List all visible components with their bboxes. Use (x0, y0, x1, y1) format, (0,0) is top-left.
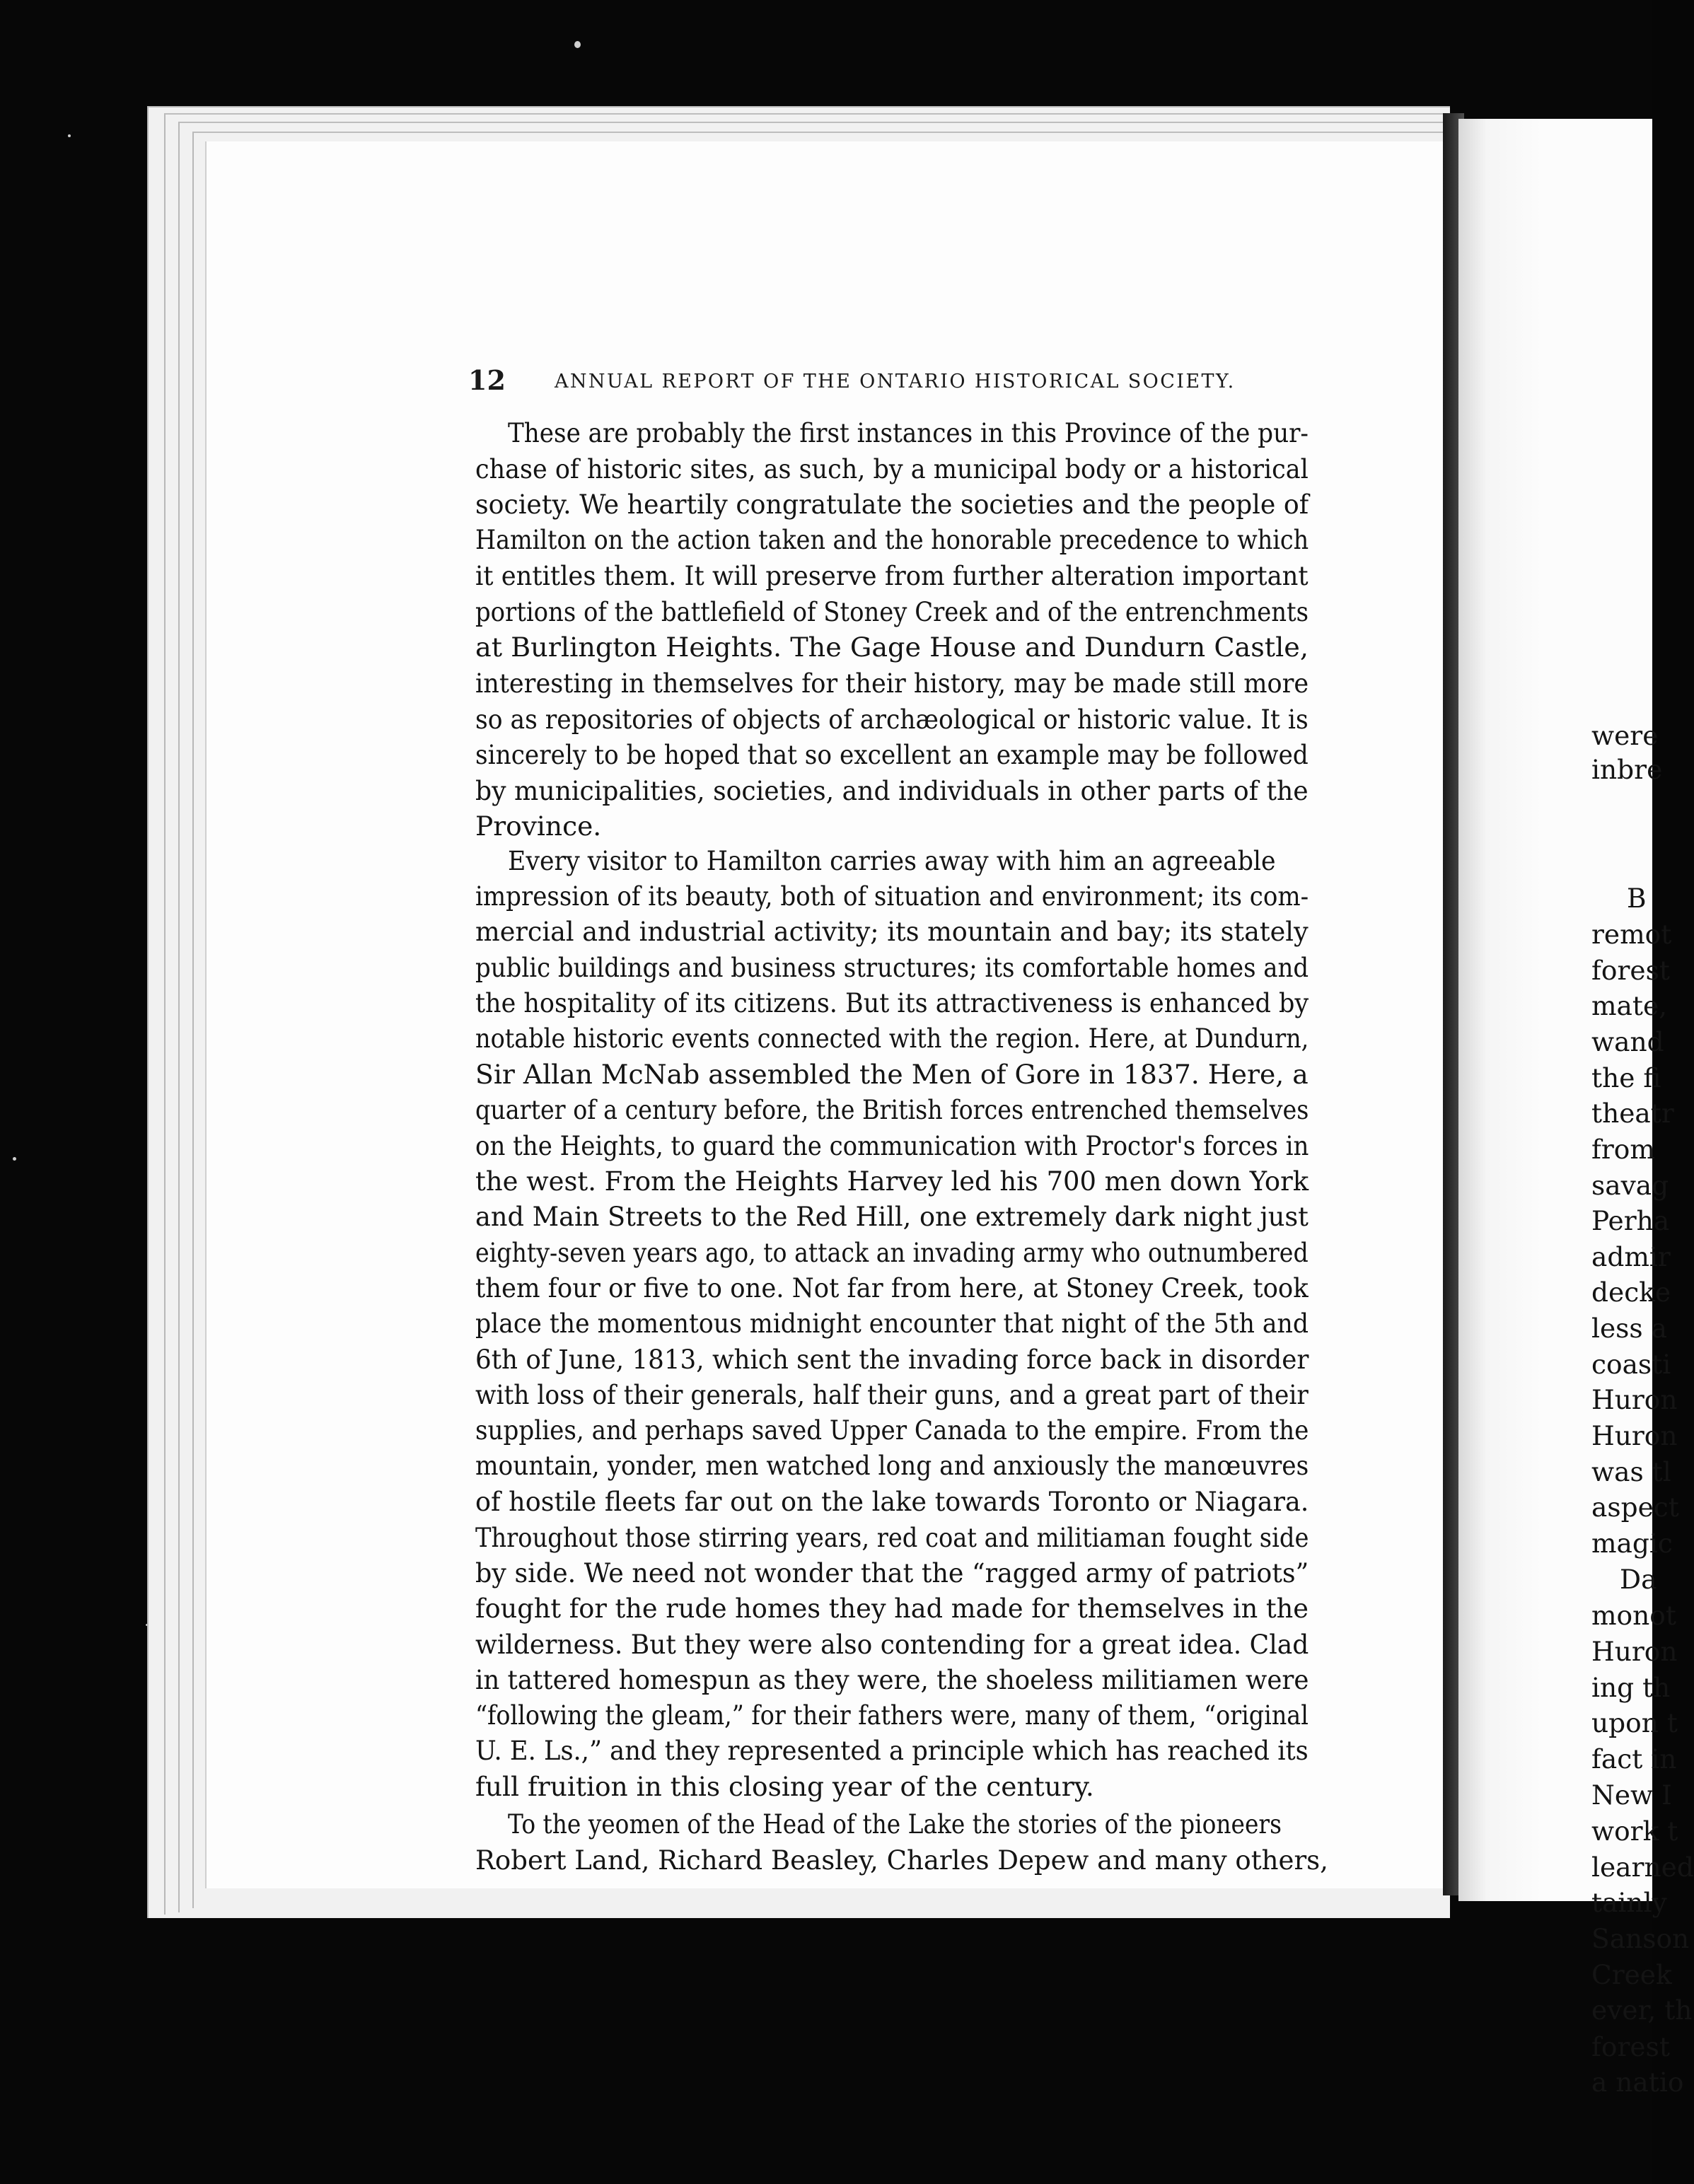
text-line: Sir Allan McNab assembled the Men of Gore in 1837. Here, a (475, 1059, 1309, 1090)
text-line: the hospitality of its citizens. But its attractiveness is enhanced by (475, 987, 1309, 1018)
right-page-line-fragment: admir (1591, 1241, 1671, 1272)
text-line: To the yeomen of the Head of the Lake the stories of the pioneers (508, 1808, 1282, 1840)
right-page-line-fragment: work t (1591, 1816, 1678, 1847)
text-line: Robert Land, Richard Beasley, Charles Depew and many others, (475, 1845, 1328, 1876)
right-page-line-fragment: Huron (1591, 1636, 1678, 1667)
right-page-line-fragment: tainly (1591, 1887, 1667, 1918)
text-line: them four or five to one. Not far from here, at Stoney Creek, took (475, 1272, 1309, 1303)
right-page-line-fragment: upon t (1591, 1707, 1678, 1738)
text-line: so as repositories of objects of archæological or historic value. It is (475, 704, 1309, 735)
text-line: chase of historic sites, as such, by a municipal body or a historical (475, 453, 1309, 484)
right-page-line-fragment: fact in (1591, 1743, 1677, 1774)
text-line: mercial and industrial activity; its mountain and bay; its stately (475, 916, 1309, 947)
page-header (468, 363, 1238, 398)
right-page-line-fragment: savag (1591, 1170, 1669, 1201)
text-line: Province. (475, 811, 602, 842)
text-line: portions of the battlefield of Stoney Creek and of the entrenchments (475, 596, 1309, 627)
text-line: 6th of June, 1813, which sent the invading force back in disorder (475, 1344, 1309, 1375)
text-line: at Burlington Heights. The Gage House and Dundurn Castle, (475, 632, 1309, 663)
text-line: place the momentous midnight encounter that night of the 5th and (475, 1308, 1309, 1339)
right-page-line-fragment: ing th (1591, 1672, 1671, 1703)
dust-speck (13, 1157, 16, 1161)
right-page-line-fragment: New I (1591, 1779, 1672, 1811)
text-line: Hamilton on the action taken and the honorable precedence to which (475, 524, 1309, 555)
right-page-line-fragment: Perha (1591, 1205, 1670, 1236)
text-line: by municipalities, societies, and individuals in other parts of the (475, 775, 1309, 806)
text-line: wilderness. But they were also contending for a great idea. Clad (475, 1629, 1309, 1660)
right-page-line-fragment: Huron (1591, 1384, 1678, 1415)
right-page-line-fragment: B (1627, 883, 1647, 914)
right-page-line-fragment: learned (1591, 1852, 1694, 1883)
right-page-line-fragment: mate, (1591, 990, 1668, 1021)
dust-speck (68, 134, 71, 137)
right-page-line-fragment: Creek (1591, 1959, 1672, 1990)
text-line: sincerely to be hoped that so excellent an example may be followed (475, 739, 1309, 770)
right-page-line-fragment: were (1591, 720, 1659, 751)
text-line: the west. From the Heights Harvey led his 700 men down York (475, 1166, 1309, 1197)
text-line: society. We heartily congratulate the societies and the people of (475, 489, 1309, 520)
text-line: in tattered homespun as they were, the shoeless militiamen were (475, 1664, 1309, 1695)
right-page-line-fragment: inbre (1591, 754, 1663, 785)
text-line: with loss of their generals, half their guns, and a great part of their (475, 1379, 1309, 1410)
text-line: quarter of a century before, the British forces entrenched themselves (475, 1094, 1309, 1125)
dust-speck (574, 41, 581, 48)
right-page-line-fragment: forest (1591, 955, 1670, 986)
text-line: eighty-seven years ago, to attack an invading army who outnumbered (475, 1237, 1309, 1268)
right-page-line-fragment: a natio (1591, 2067, 1684, 2098)
running-title: ANNUAL REPORT OF THE ONTARIO HISTORICAL SOCIETY. (555, 371, 1236, 393)
text-line: and Main Streets to the Red Hill, one extremely dark night just (475, 1201, 1309, 1232)
text-line: by side. We need not wonder that the “ragged army of patriots” (475, 1557, 1309, 1588)
right-page-line-fragment: from (1591, 1134, 1655, 1165)
right-page-line-fragment: remot (1591, 919, 1672, 950)
text-line: it entitles them. It will preserve from further alteration important (475, 560, 1309, 591)
text-line: U. E. Ls.,” and they represented a principle which has reached its (475, 1735, 1309, 1766)
right-page-line-fragment: forest (1591, 2031, 1670, 2062)
text-line: notable historic events connected with the region. Here, at Dundurn, (475, 1023, 1309, 1054)
page-number: 12 (468, 364, 506, 396)
right-page-line-fragment: coasti (1591, 1349, 1671, 1380)
text-line: Every visitor to Hamilton carries away with him an agreeable (508, 845, 1276, 876)
right-page-line-fragment: wand (1591, 1026, 1664, 1057)
right-page-line-fragment: Sanson (1591, 1923, 1690, 1954)
right-page-line-fragment: monot (1591, 1600, 1676, 1631)
text-line: on the Heights, to guard the communication with Proctor's forces in (475, 1130, 1309, 1161)
right-page-line-fragment: less a (1591, 1313, 1667, 1344)
text-line: These are probably the first instances in this Province of the pur- (508, 417, 1309, 448)
right-page-line-fragment: aspect (1591, 1492, 1679, 1523)
text-line: fought for the rude homes they had made for themselves in the (475, 1593, 1309, 1624)
right-page-line-fragment: Huron (1591, 1420, 1678, 1451)
text-line: “following the gleam,” for their fathers were, many of them, “original (475, 1700, 1309, 1731)
right-page-line-fragment: theatr (1591, 1098, 1674, 1129)
right-page-line-fragment: Da (1620, 1564, 1657, 1595)
text-line: impression of its beauty, both of situation and environment; its com- (475, 881, 1309, 912)
text-line: full fruition in this closing year of the century. (475, 1771, 1094, 1802)
text-line: of hostile fleets far out on the lake towards Toronto or Niagara. (475, 1486, 1309, 1517)
right-page-line-fragment: ever, th (1591, 1994, 1693, 2026)
text-line: interesting in themselves for their history, may be made still more (475, 668, 1309, 699)
text-line: mountain, yonder, men watched long and anxiously the manœuvres (475, 1450, 1309, 1481)
text-line: supplies, and perhaps saved Upper Canada to the empire. From the (475, 1415, 1309, 1446)
right-page-line-fragment: the fi (1591, 1062, 1661, 1093)
right-page-line-fragment: decke (1591, 1277, 1671, 1308)
text-line: public buildings and business structures; its comfortable homes and (475, 952, 1309, 983)
right-page-line-fragment: was tl (1591, 1456, 1671, 1487)
text-line: Throughout those stirring years, red coat and militiaman fought side (475, 1522, 1309, 1553)
right-page-line-fragment: magic (1591, 1528, 1673, 1559)
